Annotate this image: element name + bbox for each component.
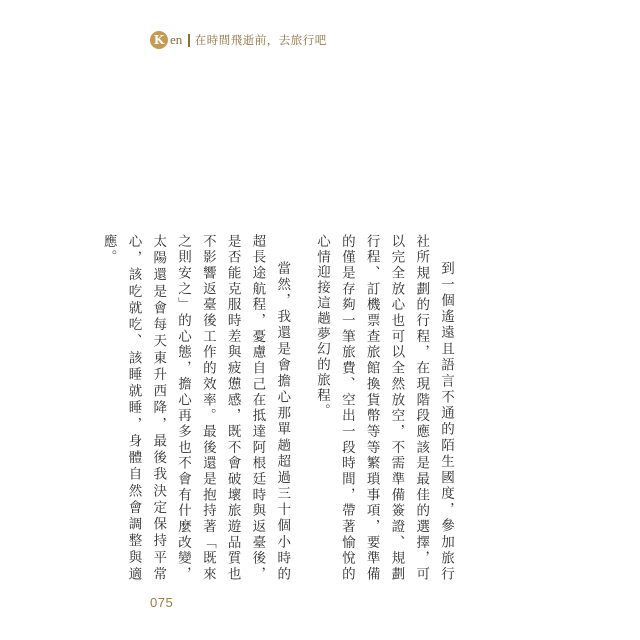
logo-text: en [170,32,183,47]
author-logo-badge [150,31,168,49]
running-header [150,30,327,50]
paragraph-1: 到一個遙遠且語言不通的陌生國度，參加旅行社所規劃的行程，在現階段應該是最佳的選擇，可以完全放心也可以全然放空，不需準備簽證、規劃行程、訂機票查旅館換貨幣等等繁瑣事項，要準備的僅是存夠一筆旅費、空出一段時間，帶著愉悅的心情迎接這趟夢幻的旅程。 [314,234,454,582]
logo-initial: K [153,33,165,47]
paragraph-2: 當然，我還是會擔心那單趟超過三十個小時的超長途航程，憂慮自己在抵達阿根廷時與返臺後，是否能克服時差與疲憊感，既不會破壞旅遊品質也不影響返臺後工作的效率。最後還是抱持著「既來之則安之」的心態，擔心再多也不會有什麼改變，太陽還是會每天東升西降，最後我決定保持平常心，該吃就吃、該睡就睡，身體自然會調整與適應。 [100,234,291,582]
body-text [96,234,458,582]
page-number: 075 [150,595,174,610]
header-divider [188,34,190,47]
chapter-title: 在時間飛逝前，去旅行吧 [194,33,327,47]
